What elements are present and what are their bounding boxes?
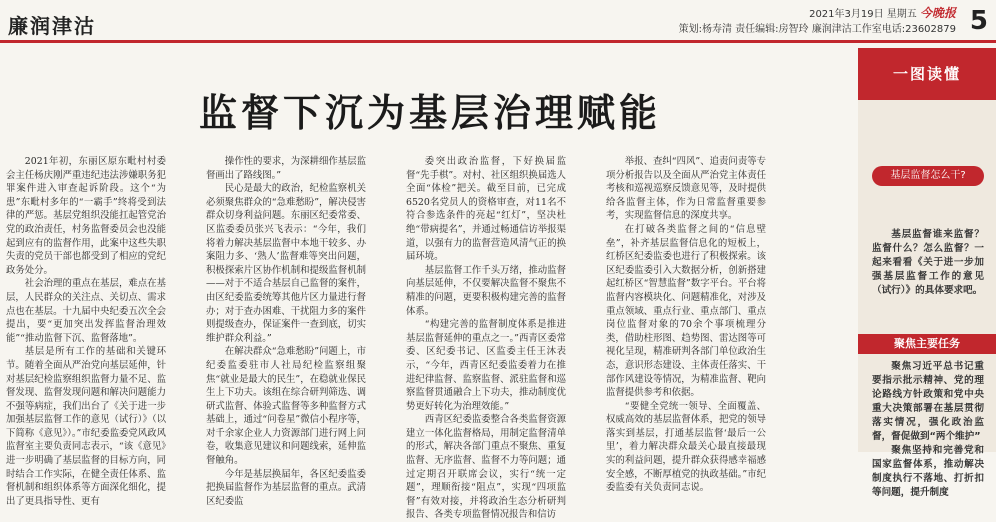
infographic-title: 一图读懂 [858,48,996,100]
paragraph: 社会治理的重点在基层，难点在基层，人民群众的关注点、关切点、需求点也在基层。十九届中央纪委五次全会提出，要“更加突出发挥监督治理效能”“推动监督下沉、监督落地”。 [6,278,166,344]
paragraph: 2021年初，东丽区原东毗村村委会主任杨庆刚严重违纪违法涉嫌职务犯罪案件进入审查起诉阶段。这个“为患”东毗村多年的“一霸手”终将受到法律的严惩。基层党组织没能扛起管党治党的政治责任，村务监督委员会也没能起到应有的监督作用，此案中这些失职失责的党员干部也都受到了相应的党纪政务处分。 [6,156,166,276]
issue-date: 2021年3月19日 星期五 [809,9,917,20]
masthead-meta [679,6,956,37]
paragraph: 民心是最大的政治，纪检监察机关必须聚焦群众的“急难愁盼”，解决侵害群众切身利益问题。东丽区纪委常委、区监委委员张兴飞表示：“今年，我们将着力解决基层监督中本地干较多、办案阻力多、‘熟人’监督难等突出问题，积极探索片区协作机制和提级监督机制——对于不适合基层自己监督的案件，由区纪委监委统筹其他片区力量进行督办；对于查办困难、干扰阻力多的案件则提级查办，保证案件一查到底，切实维护群众利益。” [206,183,366,344]
paragraph: 在解决群众“急难愁盼”问题上，市纪委监委驻市人社局纪检监察组聚焦“就业是最大的民生”，在稳就业保民生上下功夫。该组在综合研判筛选、调研式监督、体验式监督等多种监督方式基础上，通过“问卷星”微信小程序等，对千余家企业人力资源部门进行网上问卷，收集意见建议和问题线索，延伸监督触角。 [206,346,366,467]
paragraph: 举报、查纠“四风”、追责问责等专项分析报告以及全面从严治党主体责任考核和巡视巡察反馈意见等，及时提供给各监督主体，作为日常监督重要参考，实现监督信息的深度共享。 [606,156,766,222]
intro-text: 基层监督谁来监督？监督什么？怎么监督？一起来看看《关于进一步加强基层监督工作的意见（试行）》的具体要求吧。 [872,229,984,296]
infographic-intro [872,228,984,298]
newspaper-brand: 今晚报 [919,6,956,20]
header-rule [0,40,996,43]
article-body [6,155,846,521]
paragraph: “构建完善的监督制度体系是推进基层监督延伸的重点之一。”西青区委常委、区纪委书记、区监委主任王沐表示，“今年，西青区纪委监委着力在推进纪律监督、监察监督、派驻监督和巡察监督贯通融合上下功夫，推动制度优势更好转化为治理效能。” [406,319,566,412]
task-text [872,360,984,500]
task-paragraph: 聚焦坚持和完善党和国家监督体系，推动解决制度执行不落地、打折扣等问题，提升制度 [872,445,984,498]
question-badge: 基层监督怎么干? [872,166,984,186]
paragraph: 西青区纪委监委整合各类监督资源建立一体化监督格局，用制定监督清单的形式，解决各部门重点不聚焦、重复监督、无序监督、监督不力等问题；通过定期召开联席会议，实行“统一定题”，理顺衔接“阻点”，实现“四项监督”有效对接，并将政治生态分析研判报告、各类专项监督情况报告和信访 [406,414,566,521]
article-headline: 监督下沉为基层治理赋能 [198,91,661,135]
page-number: 5 [969,6,988,36]
paragraph: 委突出政治监督，下好换届监督“先手棋”。对村、社区组织换届选人全面“体检”把关。截至目前，已完成6520名党员人的资格审查，对11名不符合参选条件的亮起“红灯”，坚决杜绝“带病提名”，并通过畅通信访举报渠道，以强有力的监督营造风清气正的换届环境。 [406,156,566,263]
paragraph: 今年是基层换届年，各区纪委监委把换届监督作为基层监督的重点。武清区纪委监 [206,468,366,507]
task-paragraph: 聚焦习近平总书记重要指示批示精神、党的理论路线方针政策和党中央重大决策部署在基层贯彻落实情况，强化政治监督，督促做到“两个维护” [872,361,984,442]
paragraph: 基层是所有工作的基础和关键环节。随着全面从严治党向基层延伸，针对基层纪检监察组织监督力量不足、监督发现、监督发现问题和解决问题能力不强等病症，我们出台了《关于进一步加强基层监督工作的意见（试行）》（以下简称《意见》）。”市纪委监委党风政风监督室主要负责同志表示，“该《意见》进一步明确了基层监督的目标方向，同时结合工作实际，在健全责任体系、监督机制和组织体系等方面深化细化，提出了更具指导性、更有 [6,346,166,507]
paragraph: “要健全党统一领导、全面覆盖、权威高效的基层监督体系，把党的领导落实到基层，打通基层监督‘最后一公里’，着力解决群众最关心最直接最现实的利益问题，提升群众获得感幸福感安全感，不断厚植党的执政基础。”市纪委监委有关负责同志说。 [606,400,766,494]
paragraph: 基层监督工作千头万绪，推动监督向基层延伸，不仅要解决监督不聚焦不精准的问题，更要积极构建完善的监督体系。 [406,264,566,317]
page-header [0,0,996,42]
article-column-1 [6,155,166,507]
article-column-2 [206,155,366,507]
paragraph: 在打破各类监督之间的“信息壁垒”，补齐基层监督信息化的短板上，红桥区纪委监委也进行了积极探索。该区纪委监委引入大数据分析，创新搭建起红桥区“智慧监督”数字平台。平台将监督内容模块化、问题精准化，对涉及重点领域、重点行业、重点部门、重点岗位监督对象的70余个事项梳理分类，借助柱形图、趋势图、雷达图等可视化呈现，精准研判各部门单位政治生态，意识形态建设、主体责任落实、干部作风建设等情况，为精准监督、靶向监督提供参考和依据。 [606,223,766,399]
editor-credits: 策划:杨寿清 责任编辑:房智玲 廉润津沽工作室电话:23602879 [678,24,956,35]
task-banner: 聚焦主要任务 [858,334,996,354]
section-name: 廉润津沽 [8,14,96,38]
infographic-sidebar [858,48,996,498]
article-column-3 [406,155,566,521]
paragraph: 操作性的要求，为深耕细作基层监督画出了路线图。” [206,156,366,181]
article-column-4 [606,155,766,494]
